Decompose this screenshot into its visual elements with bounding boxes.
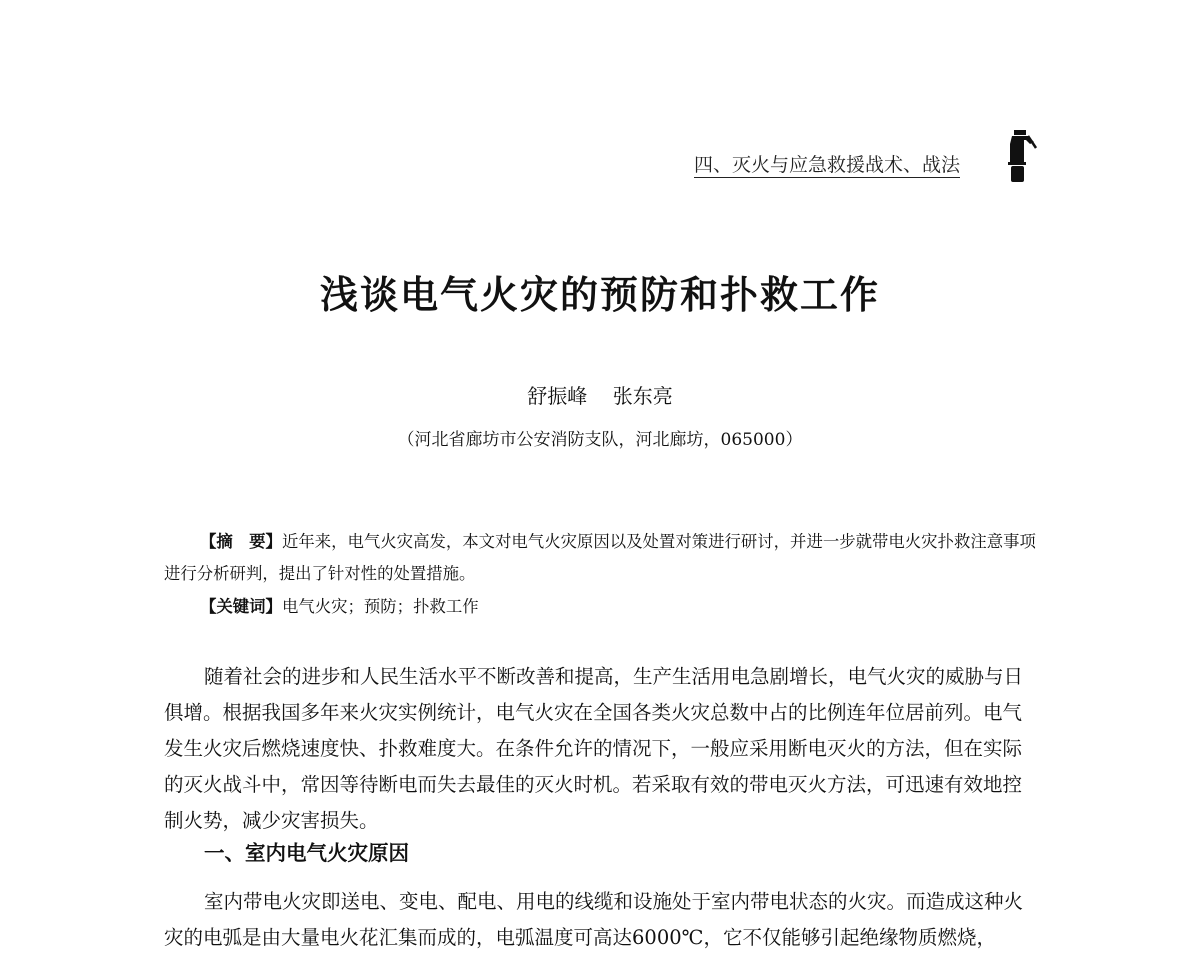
keywords-text: 电气火灾；预防；扑救工作 xyxy=(281,597,479,616)
section-heading: 一、室内电气火灾原因 xyxy=(204,841,409,865)
abstract-label: 【摘 要】 xyxy=(200,532,282,551)
fire-extinguisher-icon xyxy=(1004,128,1038,184)
affiliation: （河北省廊坊市公安消防支队，河北廊坊，065000） xyxy=(397,430,803,450)
section-header: 四、灭火与应急救援战术、战法 xyxy=(694,154,961,176)
keywords xyxy=(200,592,479,622)
abstract-text: 近年来，电气火灾高发，本文对电气火灾原因以及处置对策进行研讨，并进一步就带电火灾扑救注意事项进行分析研判，提出了针对性的处置措施。 xyxy=(164,532,1036,583)
abstract xyxy=(164,526,1038,590)
article-title: 浅谈电气火灾的预防和扑救工作 xyxy=(319,272,880,317)
keywords-label: 【关键词】 xyxy=(200,597,282,616)
authors: 舒振峰 张东亮 xyxy=(527,384,673,408)
body-paragraph-2: 室内带电火灾即送电、变电、配电、用电的线缆和设施处于室内带电状态的火灾。而造成这种火灾的电弧是由大量电火花汇集而成的，电弧温度可高达6000℃，它不仅能够引起绝缘物质燃烧， xyxy=(164,890,1024,949)
body-paragraph-1: 随着社会的进步和人民生活水平不断改善和提高，生产生活用电急剧增长，电气火灾的威胁与日俱增。根据我国多年来火灾实例统计，电气火灾在全国各类火灾总数中占的比例连年位居前列。电气发生火灾后燃烧速度快、扑救难度大。在条件允许的情况下，一般应采用断电灭火的方法，但在实际的灭火战斗中，常因等待断电而失去最佳的灭火时机。若采取有效的带电灭火方法，可迅速有效地控制火势，减少灾害损失。 xyxy=(164,665,1024,832)
